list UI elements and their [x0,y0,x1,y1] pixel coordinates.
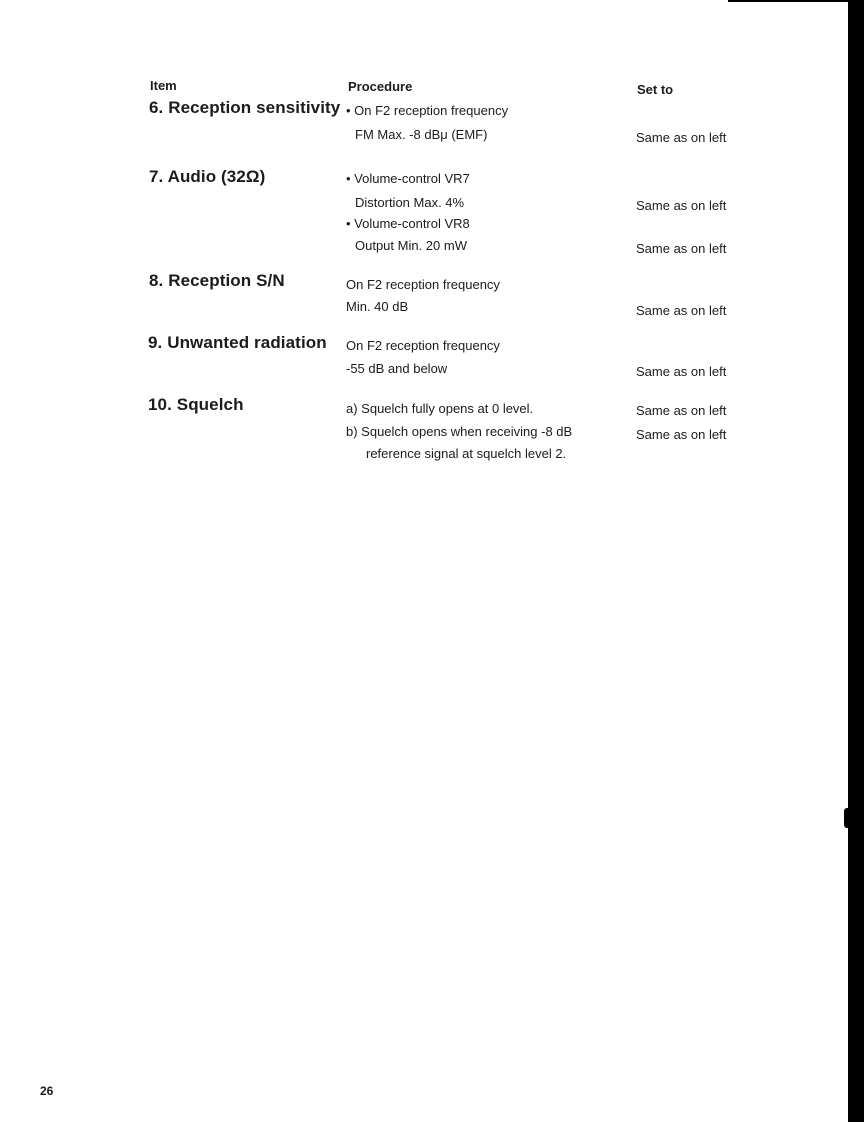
item-reception-sn: 8. Reception S/N [149,271,285,290]
procedure-line: On F2 reception frequency [346,338,500,353]
procedure-line: a) Squelch fully opens at 0 level. [346,401,534,416]
procedure-line: FM Max. -8 dBμ (EMF) [355,127,488,142]
item-audio: 7. Audio (32Ω) [149,167,266,186]
procedure-line: On F2 reception frequency [346,277,500,292]
set-to-value: Same as on left [636,403,727,418]
set-to-value: Same as on left [636,303,727,318]
item-squelch: 10. Squelch [148,395,244,414]
item-unwanted-radiation: 9. Unwanted radiation [148,333,327,352]
procedure-line: -55 dB and below [346,361,448,376]
set-to-value: Same as on left [636,427,727,442]
procedure-line: Output Min. 20 mW [355,238,467,253]
header-item: Item [150,78,177,93]
scan-edge-right [848,0,864,1122]
page-number: 26 [40,1084,54,1098]
procedure-line: • On F2 reception frequency [346,103,509,118]
header-set-to: Set to [637,82,674,97]
set-to-value: Same as on left [636,130,727,145]
procedure-line: • Volume-control VR7 [346,171,470,186]
set-to-value: Same as on left [636,241,727,256]
header-procedure: Procedure [348,79,413,94]
procedure-line: Distortion Max. 4% [355,195,465,210]
set-to-value: Same as on left [636,364,727,379]
procedure-line: • Volume-control VR8 [346,216,470,231]
item-reception-sensitivity: 6. Reception sensitivity [149,98,341,117]
scan-edge-notch [844,808,850,828]
procedure-line: Min. 40 dB [346,299,409,314]
procedure-line: reference signal at squelch level 2. [366,446,567,461]
scan-edge-top [728,0,864,2]
set-to-value: Same as on left [636,198,727,213]
procedure-line: b) Squelch opens when receiving -8 dB [346,424,573,439]
